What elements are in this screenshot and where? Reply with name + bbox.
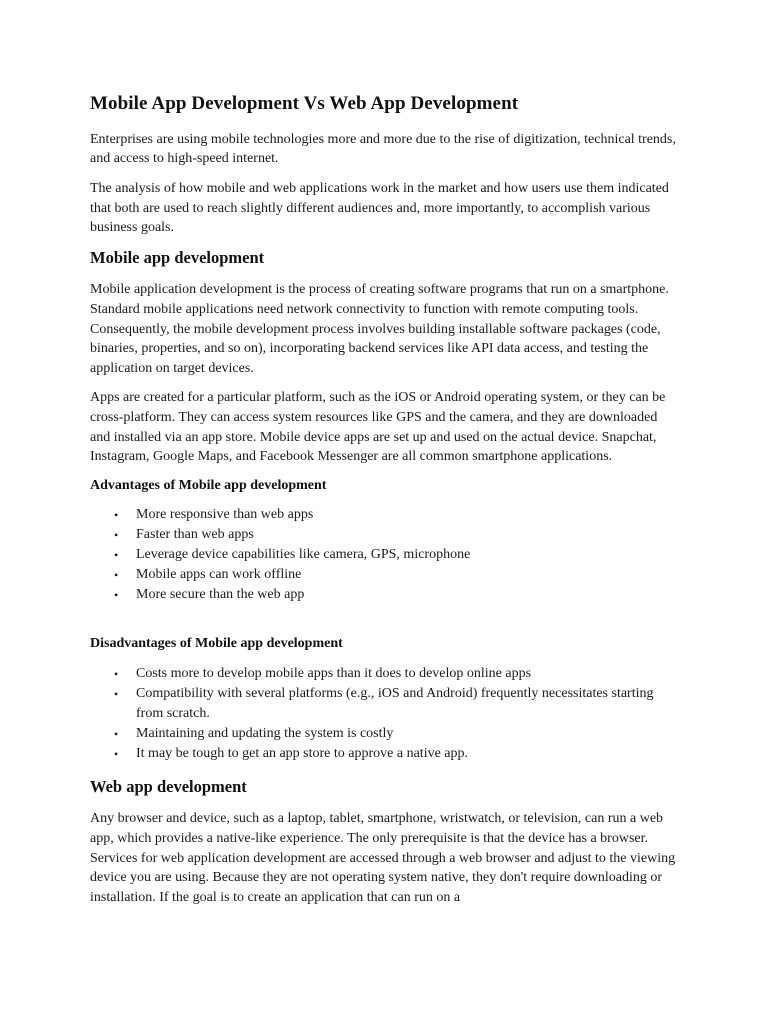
section-heading-web: Web app development (90, 776, 247, 796)
bullet-icon: • (114, 588, 119, 603)
list-item (114, 585, 680, 605)
list-item-text: Leverage device capabilities like camera, GPS, microphone (136, 547, 471, 563)
subheading-advantages: Advantages of Mobile app development (90, 477, 327, 493)
bullet-icon: • (114, 726, 119, 741)
list-item-text: Maintaining and updating the system is costly (136, 725, 394, 741)
list-item-text: More secure than the web app (136, 587, 305, 603)
subheading-disadvantages: Disadvantages of Mobile app development (90, 636, 343, 652)
bullet-icon: • (114, 746, 119, 761)
intro-paragraph: Enterprises are using mobile technologies more and more due to the rise of digitization, technical trends, and access to high-speed internet. (90, 131, 676, 167)
list-item (114, 545, 680, 565)
bullet-icon: • (114, 568, 119, 583)
bullet-icon: • (114, 548, 119, 563)
intro-paragraph: The analysis of how mobile and web applications work in the market and how users use them indicated that both are used to reach slightly different audiences and, more importantly, to accomplish various business goals. (90, 180, 669, 236)
document-page (90, 92, 680, 917)
document-title: Mobile App Development Vs Web App Development (90, 93, 519, 114)
list-item (114, 744, 680, 764)
list-item-text: Compatibility with several platforms (e.g., iOS and Android) frequently necessitates starting from scratch. (136, 685, 654, 721)
list-item (114, 724, 680, 744)
list-item-text: Mobile apps can work offline (136, 567, 302, 583)
list-item (114, 505, 680, 525)
advantages-list (90, 505, 680, 605)
list-item-text: Costs more to develop mobile apps than it does to develop online apps (136, 665, 532, 681)
bullet-icon: • (114, 528, 119, 543)
list-item (114, 565, 680, 585)
disadvantages-list (90, 664, 680, 764)
list-item-text: It may be tough to get an app store to approve a native app. (136, 745, 469, 761)
bullet-icon: • (114, 666, 119, 681)
section-heading-mobile: Mobile app development (90, 247, 265, 267)
list-item-text: More responsive than web apps (136, 507, 314, 523)
list-item (114, 525, 680, 545)
list-item (114, 684, 680, 724)
body-paragraph: Apps are created for a particular platform, such as the iOS or Android operating system, or they can be cross-platform. They can access system resources like GPS and the camera, and they are downloaded and installed via an app store. Mobile device apps are set up and used on the actual device. Snapchat, Instagram, Google Maps, and Facebook Messenger are all common smartphone applications. (90, 390, 666, 465)
list-item (114, 664, 680, 684)
bullet-icon: • (114, 686, 119, 701)
body-paragraph: Mobile application development is the process of creating software programs that run on a smartphone. Standard mobile applications need network connectivity to function with remote computing tools. Consequently, the mobile development process involves building installable software packages (code, binaries, properties, and so on), incorporating backend services like API data access, and testing the application on target devices. (90, 282, 669, 376)
list-item-text: Faster than web apps (136, 527, 254, 543)
bullet-icon: • (114, 508, 119, 523)
body-paragraph: Any browser and device, such as a laptop, tablet, smartphone, wristwatch, or television, can run a web app, which provides a native-like experience. The only prerequisite is that the device has a browser. Services for web application development are accessed through a web browser and adjust to the viewing device you are using. Because they are not operating system native, they don't require downloading or installation. If the goal is to create an application that can run on a (90, 811, 676, 905)
